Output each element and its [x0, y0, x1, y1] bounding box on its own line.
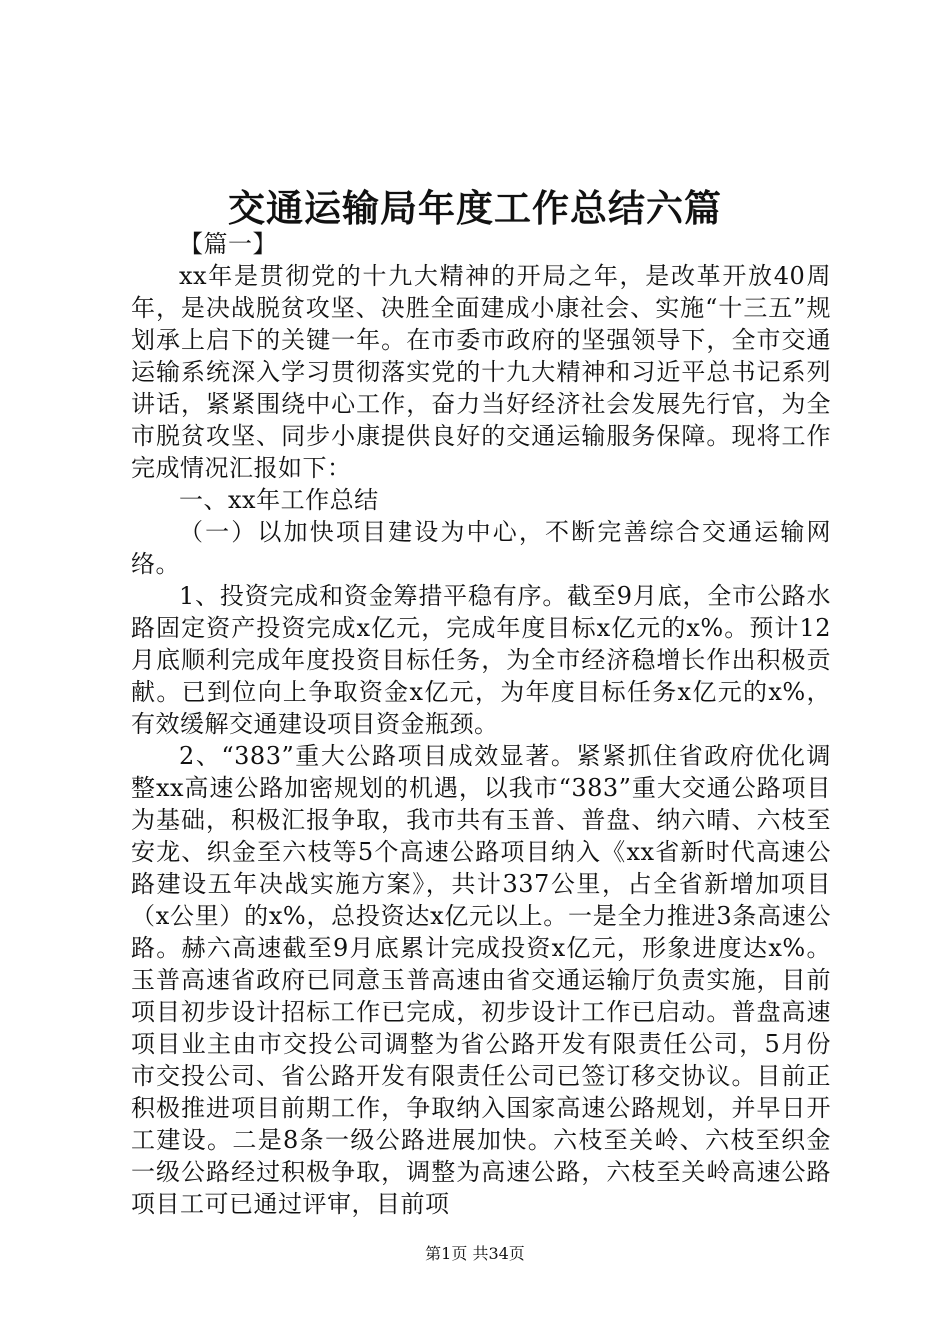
document-title: 交通运输局年度工作总结六篇	[228, 186, 722, 230]
section-label: 【篇一】	[179, 230, 277, 258]
document-body	[131, 228, 831, 1220]
paragraph-383-projects: 2、“383”重大公路项目成效显著。紧紧抓住省政府优化调整xx高速公路加密规划的机遇，以我市“383”重大交通公路项目为基础，积极汇报争取，我市共有玉普、普盘、纳六晴、六枝至安龙、织金至六枝等5个高速公路项目纳入《xx省新时代高速公路建设五年决战实施方案》，共计337公里，占全省新增加项目（x公里）的x%，总投资达x亿元以上。一是全力推进3条高速公路。赫六高速截至9月底累计完成投资x亿元，形象进度达x%。玉普高速省政府已同意玉普高速由省交通运输厅负责实施，目前项目初步设计招标工作已完成，初步设计工作已启动。普盘高速项目业主由市交投公司调整为省公路开发有限责任公司，5月份市交投公司、省公路开发有限责任公司已签订移交协议。目前正积极推进项目前期工作，争取纳入国家高速公路规划，并早日开工建设。二是8条一级公路进展加快。六枝至关岭、六枝至织金一级公路经过积极争取，调整为高速公路，六枝至关岭高速公路项目工可已通过评审，目前项	[131, 742, 831, 1218]
heading-level-1: 一、xx年工作总结	[179, 486, 379, 514]
paragraph-intro: xx年是贯彻党的十九大精神的开局之年，是改革开放40周年，是决战脱贫攻坚、决胜全面建成小康社会、实施“十三五”规划承上启下的关键一年。在市委市政府的坚强领导下，全市交通运输系统深入学习贯彻落实党的十九大精神和习近平总书记系列讲话，紧紧围绕中心工作，奋力当好经济社会发展先行官，为全市脱贫攻坚、同步小康提供良好的交通运输服务保障。现将工作完成情况汇报如下：	[131, 262, 831, 482]
page-footer: 第1页 共34页	[425, 1244, 525, 1263]
heading-level-2: （一）以加快项目建设为中心，不断完善综合交通运输网络。	[131, 518, 831, 578]
paragraph-investment: 1、投资完成和资金筹措平稳有序。截至9月底，全市公路水路固定资产投资完成x亿元，完成年度目标x亿元的x%。预计12月底顺利完成年度投资目标任务，为全市经济稳增长作出积极贡献。已到位向上争取资金x亿元，为年度目标任务x亿元的x%，有效缓解交通建设项目资金瓶颈。	[131, 582, 831, 738]
